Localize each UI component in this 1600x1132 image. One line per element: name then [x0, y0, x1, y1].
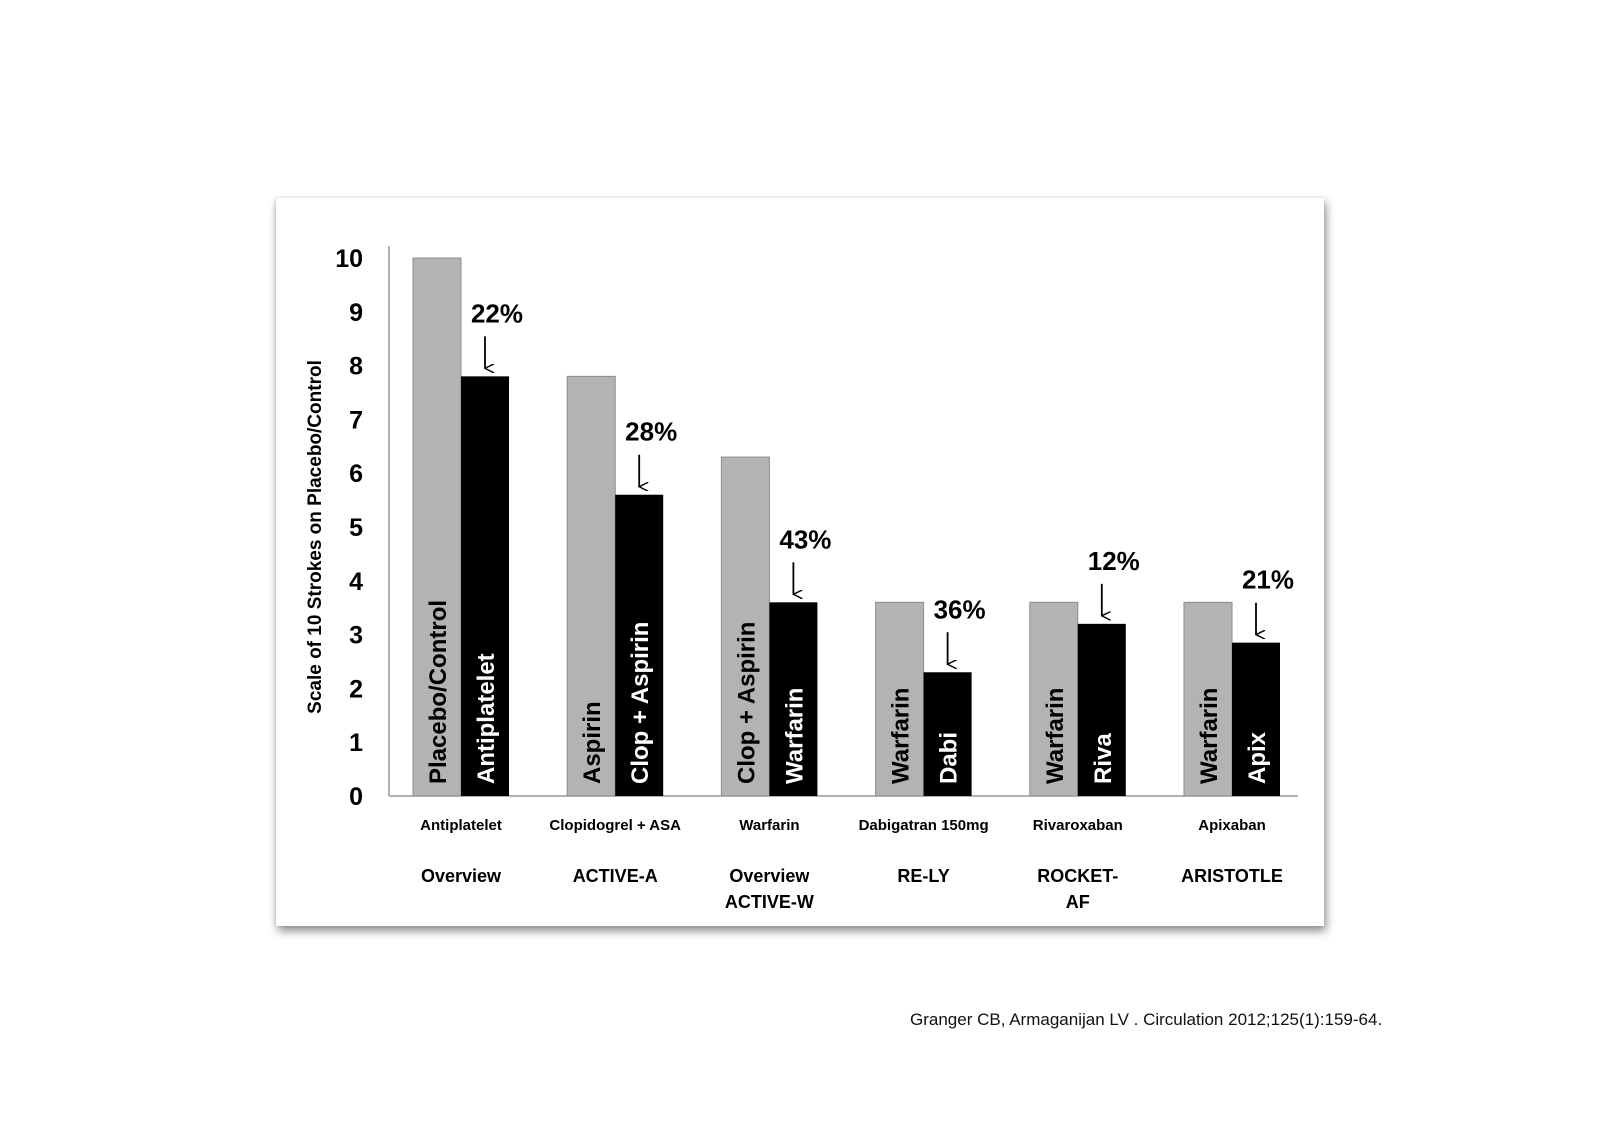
drug-label: Warfarin: [739, 817, 800, 834]
drug-label: Dabigatran 150mg: [858, 817, 989, 834]
y-tick-label: 9: [349, 298, 363, 327]
treatment-bar-label: Antiplatelet: [473, 653, 500, 784]
citation: Granger CB, Armaganijan LV . Circulation 2012;125(1):159-64.: [910, 1010, 1383, 1029]
y-tick-label: 1: [349, 729, 363, 758]
y-tick-label: 4: [349, 567, 363, 596]
control-bar-label: Warfarin: [1041, 687, 1069, 784]
treatment-bar-label: Riva: [1089, 733, 1117, 784]
y-tick-label: 8: [349, 352, 363, 381]
y-tick-label: 7: [349, 406, 363, 435]
reduction-label: 22%: [470, 298, 524, 329]
control-bar-label: Warfarin: [1196, 687, 1223, 784]
drug-label: Clopidogrel + ASA: [549, 817, 681, 834]
y-tick-label: 2: [349, 675, 363, 704]
y-tick-label: 10: [335, 245, 363, 273]
control-bar-label: Aspirin: [579, 701, 607, 784]
trial-label: ACTIVE-A: [572, 866, 658, 886]
reduction-label: 21%: [1241, 564, 1295, 595]
trial-label: ARISTOTLE: [1181, 866, 1283, 886]
chart-panel: [276, 198, 1324, 926]
trial-label: Overview: [420, 866, 502, 886]
trial-label: ACTIVE-W: [724, 892, 814, 912]
control-bar-label: Placebo/Control: [425, 599, 452, 784]
bar-chart: [276, 198, 1324, 926]
trial-label: ROCKET-: [1037, 866, 1119, 886]
trial-label: AF: [1065, 892, 1090, 912]
control-bar-label: Warfarin: [887, 687, 915, 784]
trial-label: Overview: [729, 866, 810, 886]
drug-label: Rivaroxaban: [1032, 817, 1123, 834]
y-tick-label: 5: [349, 514, 363, 542]
reduction-label: 28%: [625, 416, 678, 447]
trial-label: RE-LY: [897, 866, 950, 886]
treatment-bar-label: Warfarin: [781, 687, 809, 784]
drug-label: Antiplatelet: [420, 817, 502, 834]
treatment-bar-label: Apix: [1244, 731, 1271, 784]
reduction-label: 12%: [1087, 545, 1140, 576]
y-tick-label: 0: [349, 783, 363, 811]
treatment-bar-label: Clop + Aspirin: [627, 621, 655, 784]
treatment-bar-label: Dabi: [935, 731, 963, 784]
reduction-label: 43%: [779, 524, 832, 555]
reduction-label: 36%: [933, 594, 986, 625]
control-bar-label: Clop + Aspirin: [733, 621, 761, 784]
y-tick-label: 3: [349, 621, 363, 650]
y-tick-label: 6: [349, 460, 363, 489]
drug-label: Apixaban: [1198, 817, 1266, 834]
y-axis-label: Scale of 10 Strokes on Placebo/Control: [305, 360, 326, 714]
